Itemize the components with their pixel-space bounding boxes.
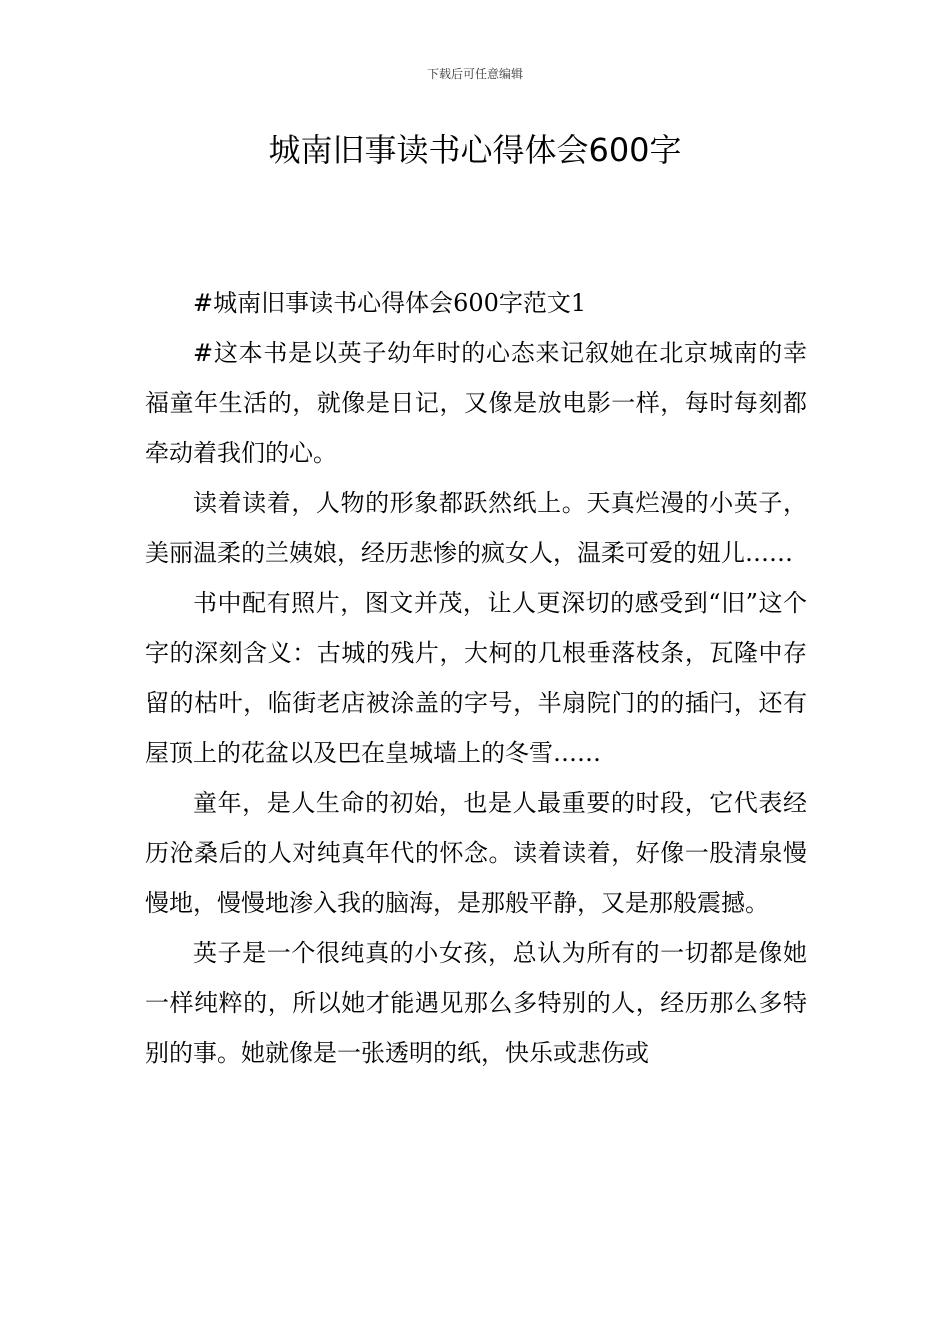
paragraph-3: 读着读着，人物的形象都跃然纸上。天真烂漫的小英子，美丽温柔的兰姨娘，经历悲惨的疯女人，温柔可爱的妞儿…… xyxy=(145,489,807,567)
paragraph-5: 童年，是人生命的初始，也是人最重要的时段，它代表经历沧桑后的人对纯真年代的怀念。读着读着，好像一股清泉慢慢地，慢慢地渗入我的脑海，是那般平静，又是那般震撼。 xyxy=(145,789,807,917)
header-note: 下载后可任意编辑 xyxy=(426,67,523,81)
paragraph-2: #这本书是以英子幼年时的心态来记叙她在北京城南的幸福童年生活的，就像是日记，又像是放电影一样，每时每刻都牵动着我们的心。 xyxy=(145,339,807,467)
paragraph-6: 英子是一个很纯真的小女孩，总认为所有的一切都是像她一样纯粹的，所以她才能遇见那么多特别的人，经历那么多特别的事。她就像是一张透明的纸，快乐或悲伤或 xyxy=(145,939,807,1067)
document-title: 城南旧事读书心得体会600字 xyxy=(268,131,682,169)
paragraph-4: 书中配有照片，图文并茂，让人更深切的感受到“旧”这个字的深刻含义：古城的残片，大柯的几根垂落枝条，瓦隆中存留的枯叶，临街老店被涂盖的字号，半扇院门的的插闩，还有屋顶上的花盆以及巴在皇城墙上的冬雪…… xyxy=(145,589,807,767)
paragraph-1: #城南旧事读书心得体会600字范文1 xyxy=(193,289,587,317)
document-body xyxy=(145,278,807,1078)
